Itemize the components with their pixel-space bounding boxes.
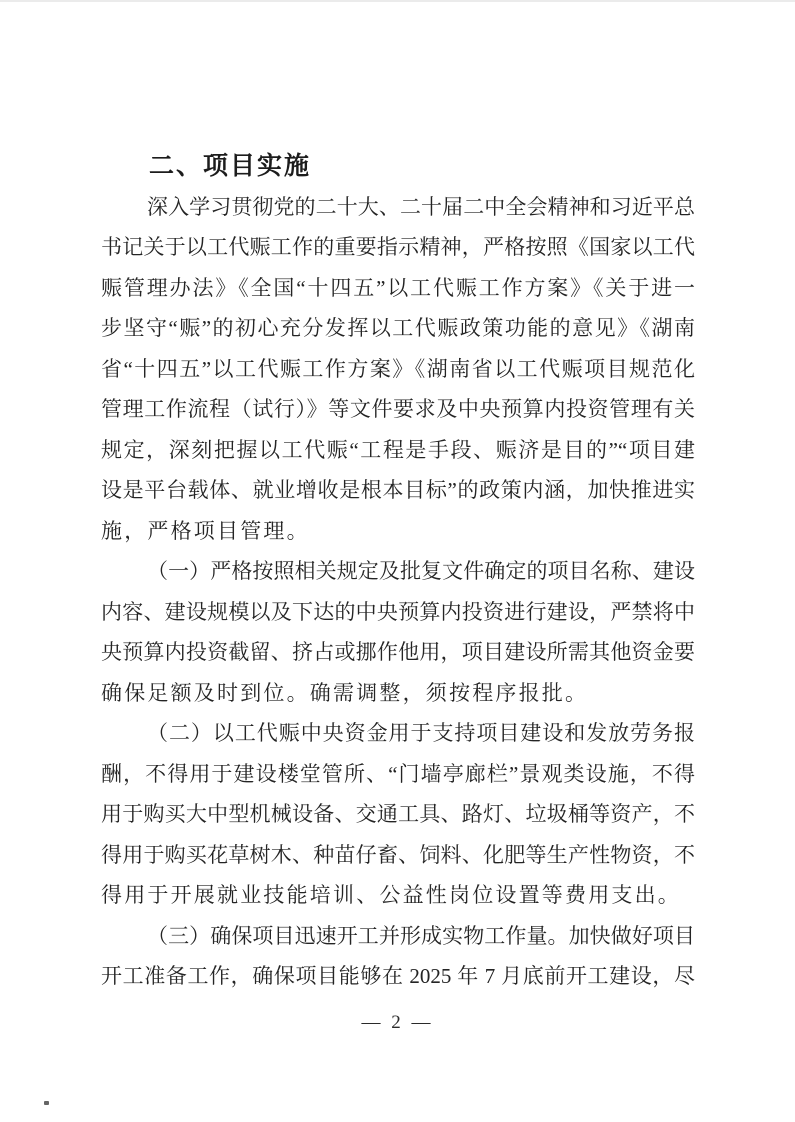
text-line: 设是平台载体、就业增收是根本目标”的政策内涵，加快推进实 <box>101 478 695 502</box>
text-line: 赈管理办法》《全国“十四五”以工代赈工作方案》《关于进一 <box>101 275 695 300</box>
text-line: 用于购买大中型机械设备、交通工具、路灯、垃圾桶等资产，不 <box>101 802 695 826</box>
scan-speck-artifact <box>44 1101 49 1105</box>
text-line: 内容、建设规模以及下达的中央预算内投资进行建设，严禁将中 <box>101 599 695 624</box>
text-line: 省“十四五”以工代赈工作方案》《湖南省以工代赈项目规范化 <box>101 356 695 381</box>
paragraph <box>101 713 695 916</box>
paragraph <box>101 916 695 997</box>
page-number: — 2 — <box>361 1012 434 1033</box>
text-line: （二）以工代赈中央资金用于支持项目建设和发放劳务报 <box>147 721 695 745</box>
text-line: 管理工作流程（试行）》等文件要求及中央预算内投资管理有关 <box>101 397 695 421</box>
scan-edge-artifact <box>0 0 795 2</box>
paragraph <box>101 187 695 552</box>
text-line: （三）确保项目迅速开工并形成实物工作量。加快做好项目 <box>147 923 695 948</box>
text-line: 得用于购买花草树木、种苗仔畜、饲料、化肥等生产性物资，不 <box>101 842 695 867</box>
text-line: 步坚守“赈”的初心充分发挥以工代赈政策功能的意见》《湖南 <box>101 316 695 340</box>
document-body <box>101 146 695 997</box>
text-line: 规定，深刻把握以工代赈“工程是手段、赈济是目的”“项目建 <box>101 437 695 462</box>
paragraph <box>101 551 695 713</box>
section-heading: 二、项目实施 <box>149 152 312 180</box>
text-line: （一）严格按照相关规定及批复文件确定的项目名称、建设 <box>147 559 695 583</box>
text-line: 书记关于以工代赈工作的重要指示精神，严格按照《国家以工代 <box>101 235 695 259</box>
text-line: 施，严格项目管理。 <box>101 518 310 543</box>
text-line: 开工准备工作，确保项目能够在 2025 年 7 月底前开工建设，尽 <box>101 964 695 988</box>
text-line: 酬，不得用于建设楼堂管所、“门墙亭廊栏”景观类设施，不得 <box>101 761 695 786</box>
text-line: 央预算内投资截留、挤占或挪作他用，项目建设所需其他资金要 <box>101 640 695 664</box>
text-line: 得用于开展就业技能培训、公益性岗位设置等费用支出。 <box>101 883 681 907</box>
text-line: 深入学习贯彻党的二十大、二十届二中全会精神和习近平总 <box>147 194 695 219</box>
text-line: 确保足额及时到位。确需调整，须按程序报批。 <box>101 680 589 705</box>
